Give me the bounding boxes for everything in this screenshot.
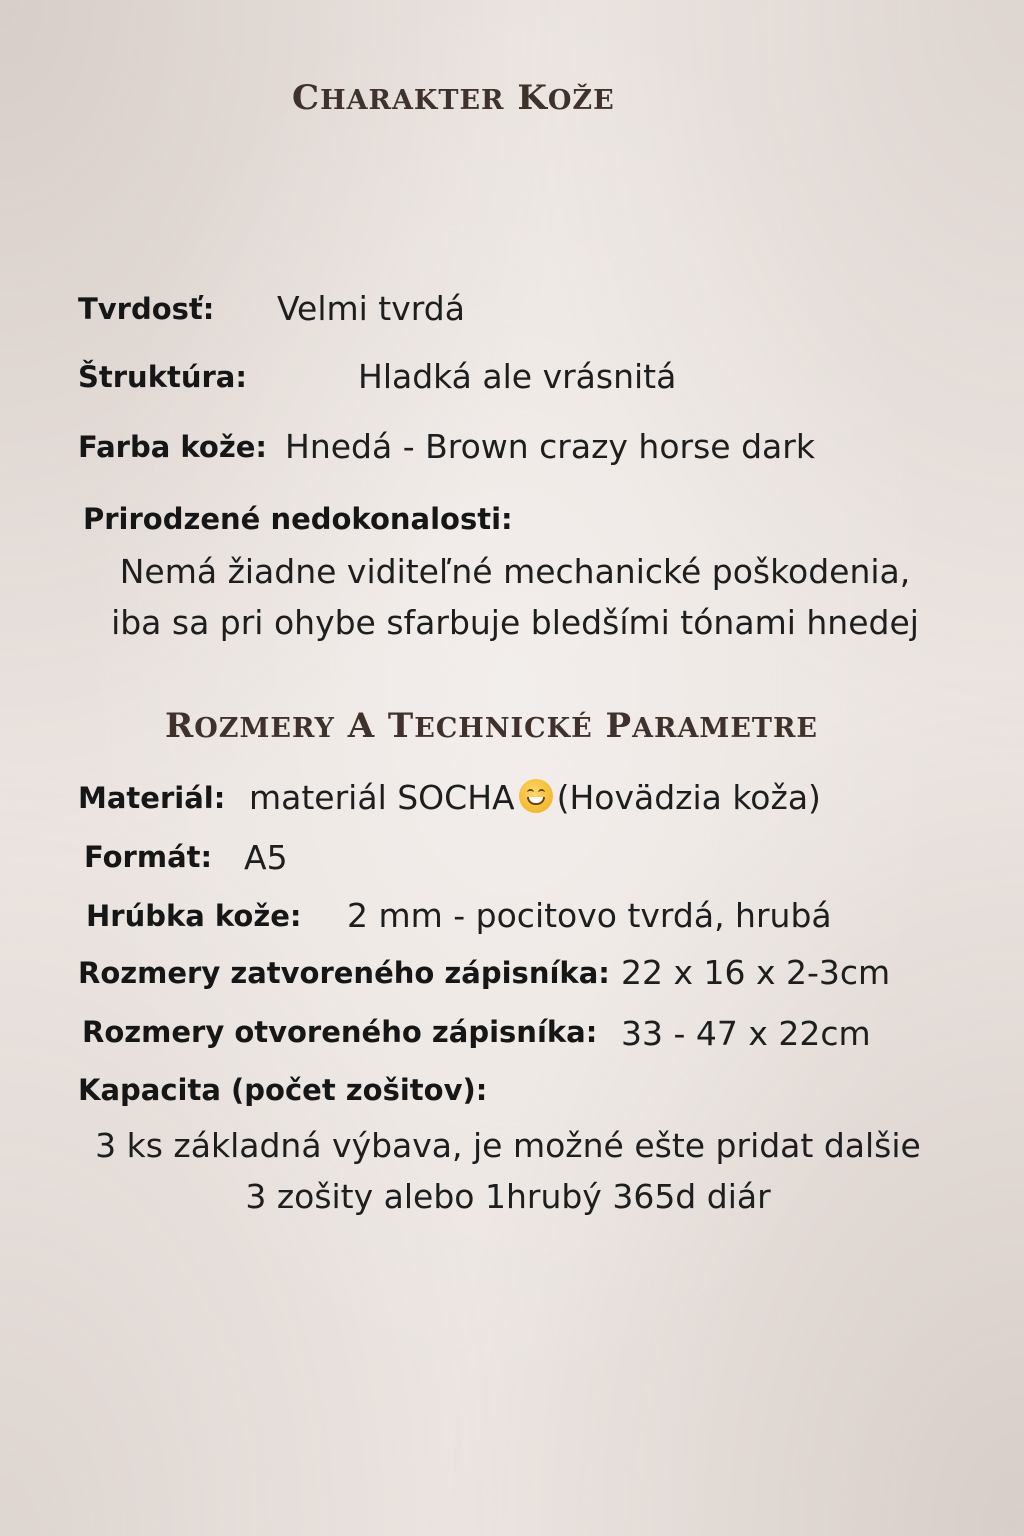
section-title-rozmery	[165, 706, 818, 746]
zatvoreny-value: 22 x 16 x 2-3cm	[621, 953, 891, 992]
tvrdost-value: Velmi tvrdá	[277, 289, 465, 328]
farba-label: Farba kože:	[78, 430, 267, 464]
material-value-note: (Hovädzia koža)	[556, 778, 821, 817]
title-letter: A	[347, 706, 376, 746]
title-letter: R	[165, 706, 195, 746]
kapacita-line-1: 3 ks základná výbava, je možné ešte pridat dalšie	[95, 1126, 921, 1165]
title-letters: OZMERY	[194, 713, 335, 744]
format-value: A5	[244, 838, 288, 877]
title-letter: P	[605, 706, 633, 746]
otvoreny-label: Rozmery otvoreného zápisníka:	[82, 1015, 598, 1049]
grinning-face-icon	[519, 779, 553, 813]
title-letter: C	[292, 78, 321, 118]
hrubka-label: Hrúbka kože:	[86, 899, 302, 933]
hrubka-value: 2 mm - pocitovo tvrdá, hrubá	[347, 896, 832, 935]
title-letter: K	[517, 78, 548, 118]
nedokonalosti-line-2: iba sa pri ohybe sfarbuje bledšími tónami hnedej	[111, 603, 919, 642]
zatvoreny-label: Rozmery zatvoreného zápisníka:	[78, 956, 610, 990]
section-title-charakter-koze	[292, 78, 615, 118]
otvoreny-value: 33 - 47 x 22cm	[621, 1014, 871, 1053]
struktura-value: Hladká ale vrásnitá	[358, 357, 677, 396]
format-label: Formát:	[84, 840, 213, 874]
title-letters: HARAKTER	[320, 85, 505, 116]
tvrdost-label: Tvrdosť:	[78, 292, 215, 326]
title-letter: T	[387, 706, 415, 746]
struktura-label: Štruktúra:	[78, 360, 247, 394]
material-value	[249, 778, 821, 817]
kapacita-label: Kapacita (počet zošitov):	[78, 1073, 488, 1107]
nedokonalosti-line-1: Nemá žiadne viditeľné mechanické poškodenia,	[119, 552, 911, 591]
title-letters: OŽE	[547, 85, 615, 116]
farba-value: Hnedá - Brown crazy horse dark	[285, 427, 815, 466]
kapacita-line-2: 3 zošity alebo 1hrubý 365d diár	[245, 1177, 771, 1216]
nedokonalosti-label: Prirodzené nedokonalosti:	[83, 502, 513, 536]
material-value-text: materiál SOCHA	[249, 778, 515, 817]
material-label: Materiál:	[78, 781, 226, 815]
title-letters: ARAMETRE	[632, 713, 819, 744]
title-letters: ECHNICKÉ	[414, 713, 593, 744]
